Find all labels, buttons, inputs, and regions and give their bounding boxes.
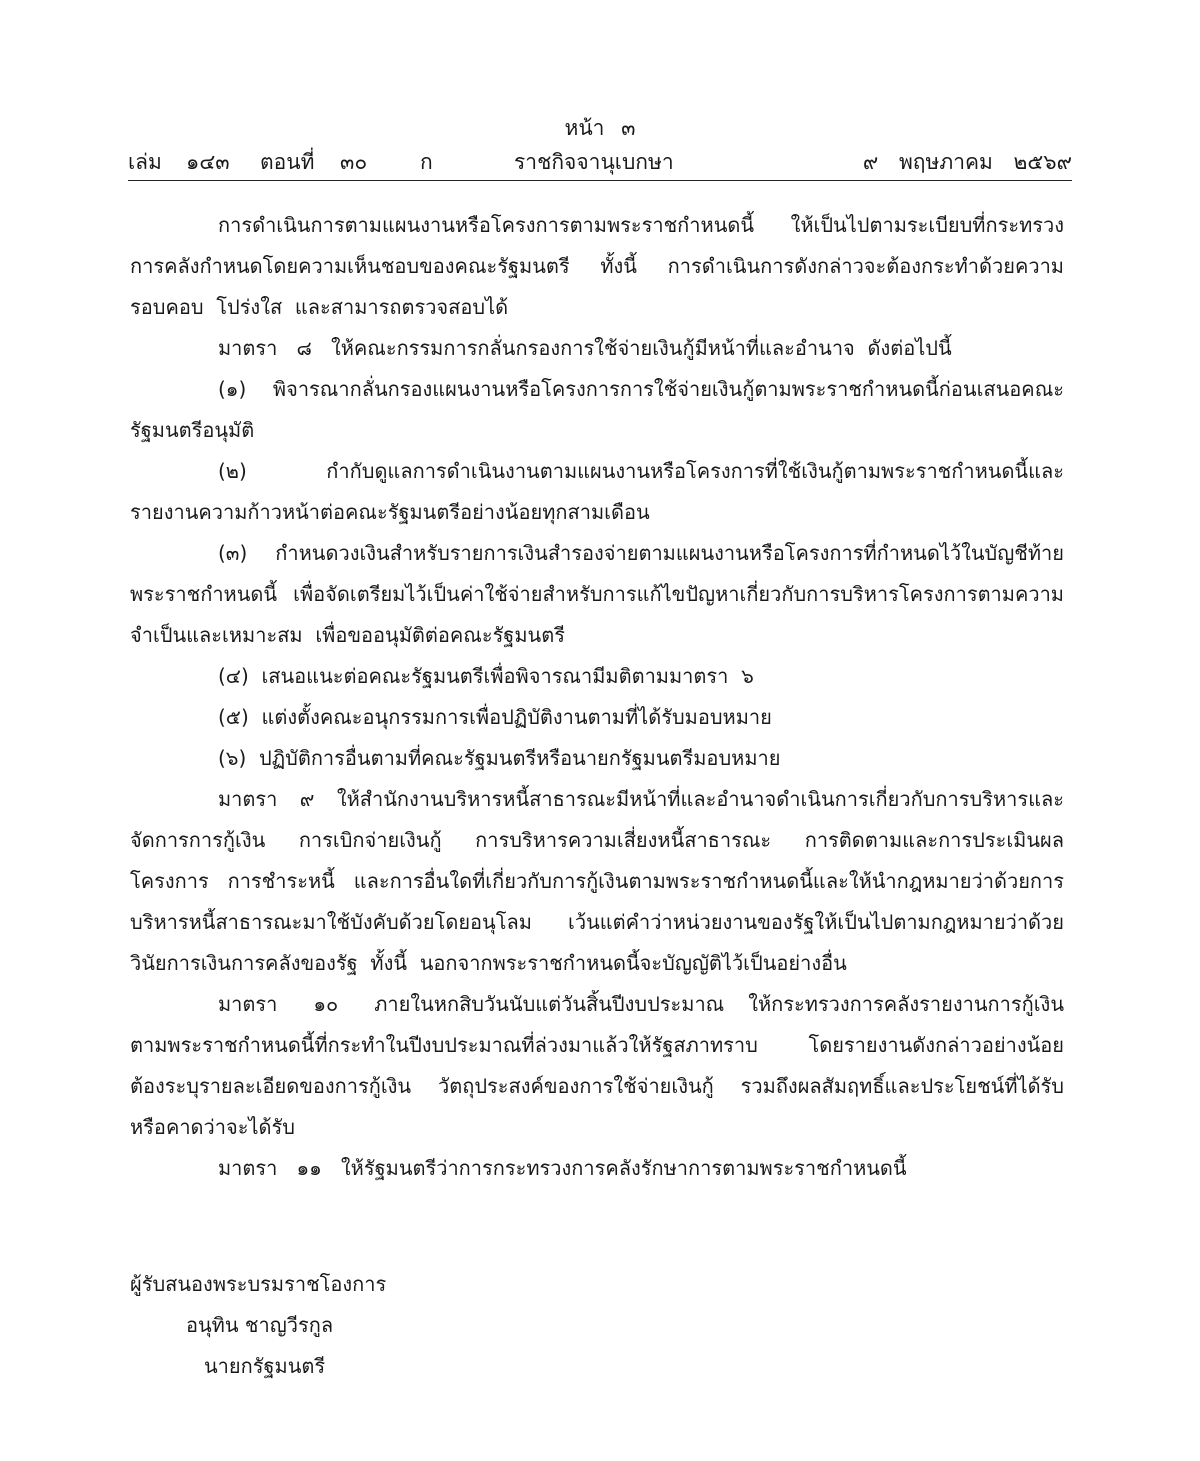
journal-name: ราชกิจจานุเบกษา [514, 150, 674, 174]
section-8-item-2: (๒) กำกับดูแลการดำเนินงานตามแผนงานหรือโครงการที่ใช้เงินกู้ตามพระราชกำหนดนี้และรายงานความก้าวหน้าต่อคณะรัฐมนตรีอย่างน้อยทุกสามเดือน [130, 459, 1064, 524]
page-number: หน้า ๓ [564, 116, 636, 140]
volume-label: เล่ม [128, 150, 162, 174]
signatory-name: อนุทิน ชาญวีรกูล [186, 1313, 334, 1337]
countersign-label: ผู้รับสนองพระบรมราชโองการ [130, 1272, 387, 1296]
signatory-title: นายกรัฐมนตรี [204, 1354, 326, 1378]
section-9: มาตรา ๙ ให้สำนักงานบริหารหนี้สาธารณะมีหน้าที่และอำนาจดำเนินการเกี่ยวกับการบริหารและจัดการการกู้เงิน การเบิกจ่ายเงินกู้ การบริหารความเสี่ยงหนี้สาธารณะ การติดตามและการประเมินผลโครงการ การชำระหนี้ และการอื่นใดที่เกี่ยวกับการกู้เงินตามพระราชกำหนดนี้และให้นำกฎหมายว่าด้วยการบริหารหนี้สาธารณะมาใช้บังคับด้วยโดยอนุโลม เว้นแต่คำว่าหน่วยงานของรัฐให้เป็นไปตามกฎหมายว่าด้วยวินัยการเงินการคลังของรัฐ ทั้งนี้ นอกจากพระราชกำหนดนี้จะบัญญัติไว้เป็นอย่างอื่น [130, 787, 1064, 975]
section-11: มาตรา ๑๑ ให้รัฐมนตรีว่าการกระทรวงการคลังรักษาการตามพระราชกำหนดนี้ [218, 1156, 907, 1180]
paragraph-implementation: การดำเนินการตามแผนงานหรือโครงการตามพระราชกำหนดนี้ ให้เป็นไปตามระเบียบที่กระทรวงการคลังกำหนดโดยความเห็นชอบของคณะรัฐมนตรี ทั้งนี้ การดำเนินการดังกล่าวจะต้องกระทำด้วยความรอบคอบ โปร่งใส และสามารถตรวจสอบได้ [130, 213, 1064, 319]
header-divider [128, 180, 1072, 181]
section-8-item-5: (๕) แต่งตั้งคณะอนุกรรมการเพื่อปฏิบัติงานตามที่ได้รับมอบหมาย [218, 705, 772, 729]
publication-date: ๙ พฤษภาคม ๒๕๖๙ [862, 150, 1072, 174]
section-number: ๓๐ [340, 150, 368, 174]
section-8-item-1: (๑) พิจารณากลั่นกรองแผนงานหรือโครงการการใช้จ่ายเงินกู้ตามพระราชกำหนดนี้ก่อนเสนอคณะรัฐมนตรีอนุมัติ [130, 377, 1064, 442]
section-label: ตอนที่ [260, 150, 315, 174]
countersignature-block [130, 1264, 386, 1387]
section-8-item-4: (๔) เสนอแนะต่อคณะรัฐมนตรีเพื่อพิจารณามีมติตามมาตรา ๖ [218, 664, 754, 688]
section-8-item-6: (๖) ปฏิบัติการอื่นตามที่คณะรัฐมนตรีหรือนายกรัฐมนตรีมอบหมาย [218, 746, 781, 770]
gazette-header [128, 146, 1072, 176]
section-8-item-3: (๓) กำหนดวงเงินสำหรับรายการเงินสำรองจ่ายตามแผนงานหรือโครงการที่กำหนดไว้ในบัญชีท้ายพระราชกำหนดนี้ เพื่อจัดเตรียมไว้เป็นค่าใช้จ่ายสำหรับการแก้ไขปัญหาเกี่ยวกับการบริหารโครงการตามความจำเป็นและเหมาะสม เพื่อขออนุมัติต่อคณะรัฐมนตรี [130, 541, 1064, 647]
volume-number: ๑๔๓ [186, 150, 230, 174]
section-10: มาตรา ๑๐ ภายในหกสิบวันนับแต่วันสิ้นปีงบประมาณ ให้กระทรวงการคลังรายงานการกู้เงินตามพระราชกำหนดนี้ที่กระทำในปีงบประมาณที่ล่วงมาแล้วให้รัฐสภาทราบ โดยรายงานดังกล่าวอย่างน้อยต้องระบุรายละเอียดของการกู้เงิน วัตถุประสงค์ของการใช้จ่ายเงินกู้ รวมถึงผลสัมฤทธิ์และประโยชน์ที่ได้รับหรือคาดว่าจะได้รับ [130, 992, 1064, 1139]
section-8: มาตรา ๘ ให้คณะกรรมการกลั่นกรองการใช้จ่ายเงินกู้มีหน้าที่และอำนาจ ดังต่อไปนี้ [218, 336, 952, 360]
section-type: ก [420, 150, 433, 174]
document-body [130, 205, 1064, 1189]
